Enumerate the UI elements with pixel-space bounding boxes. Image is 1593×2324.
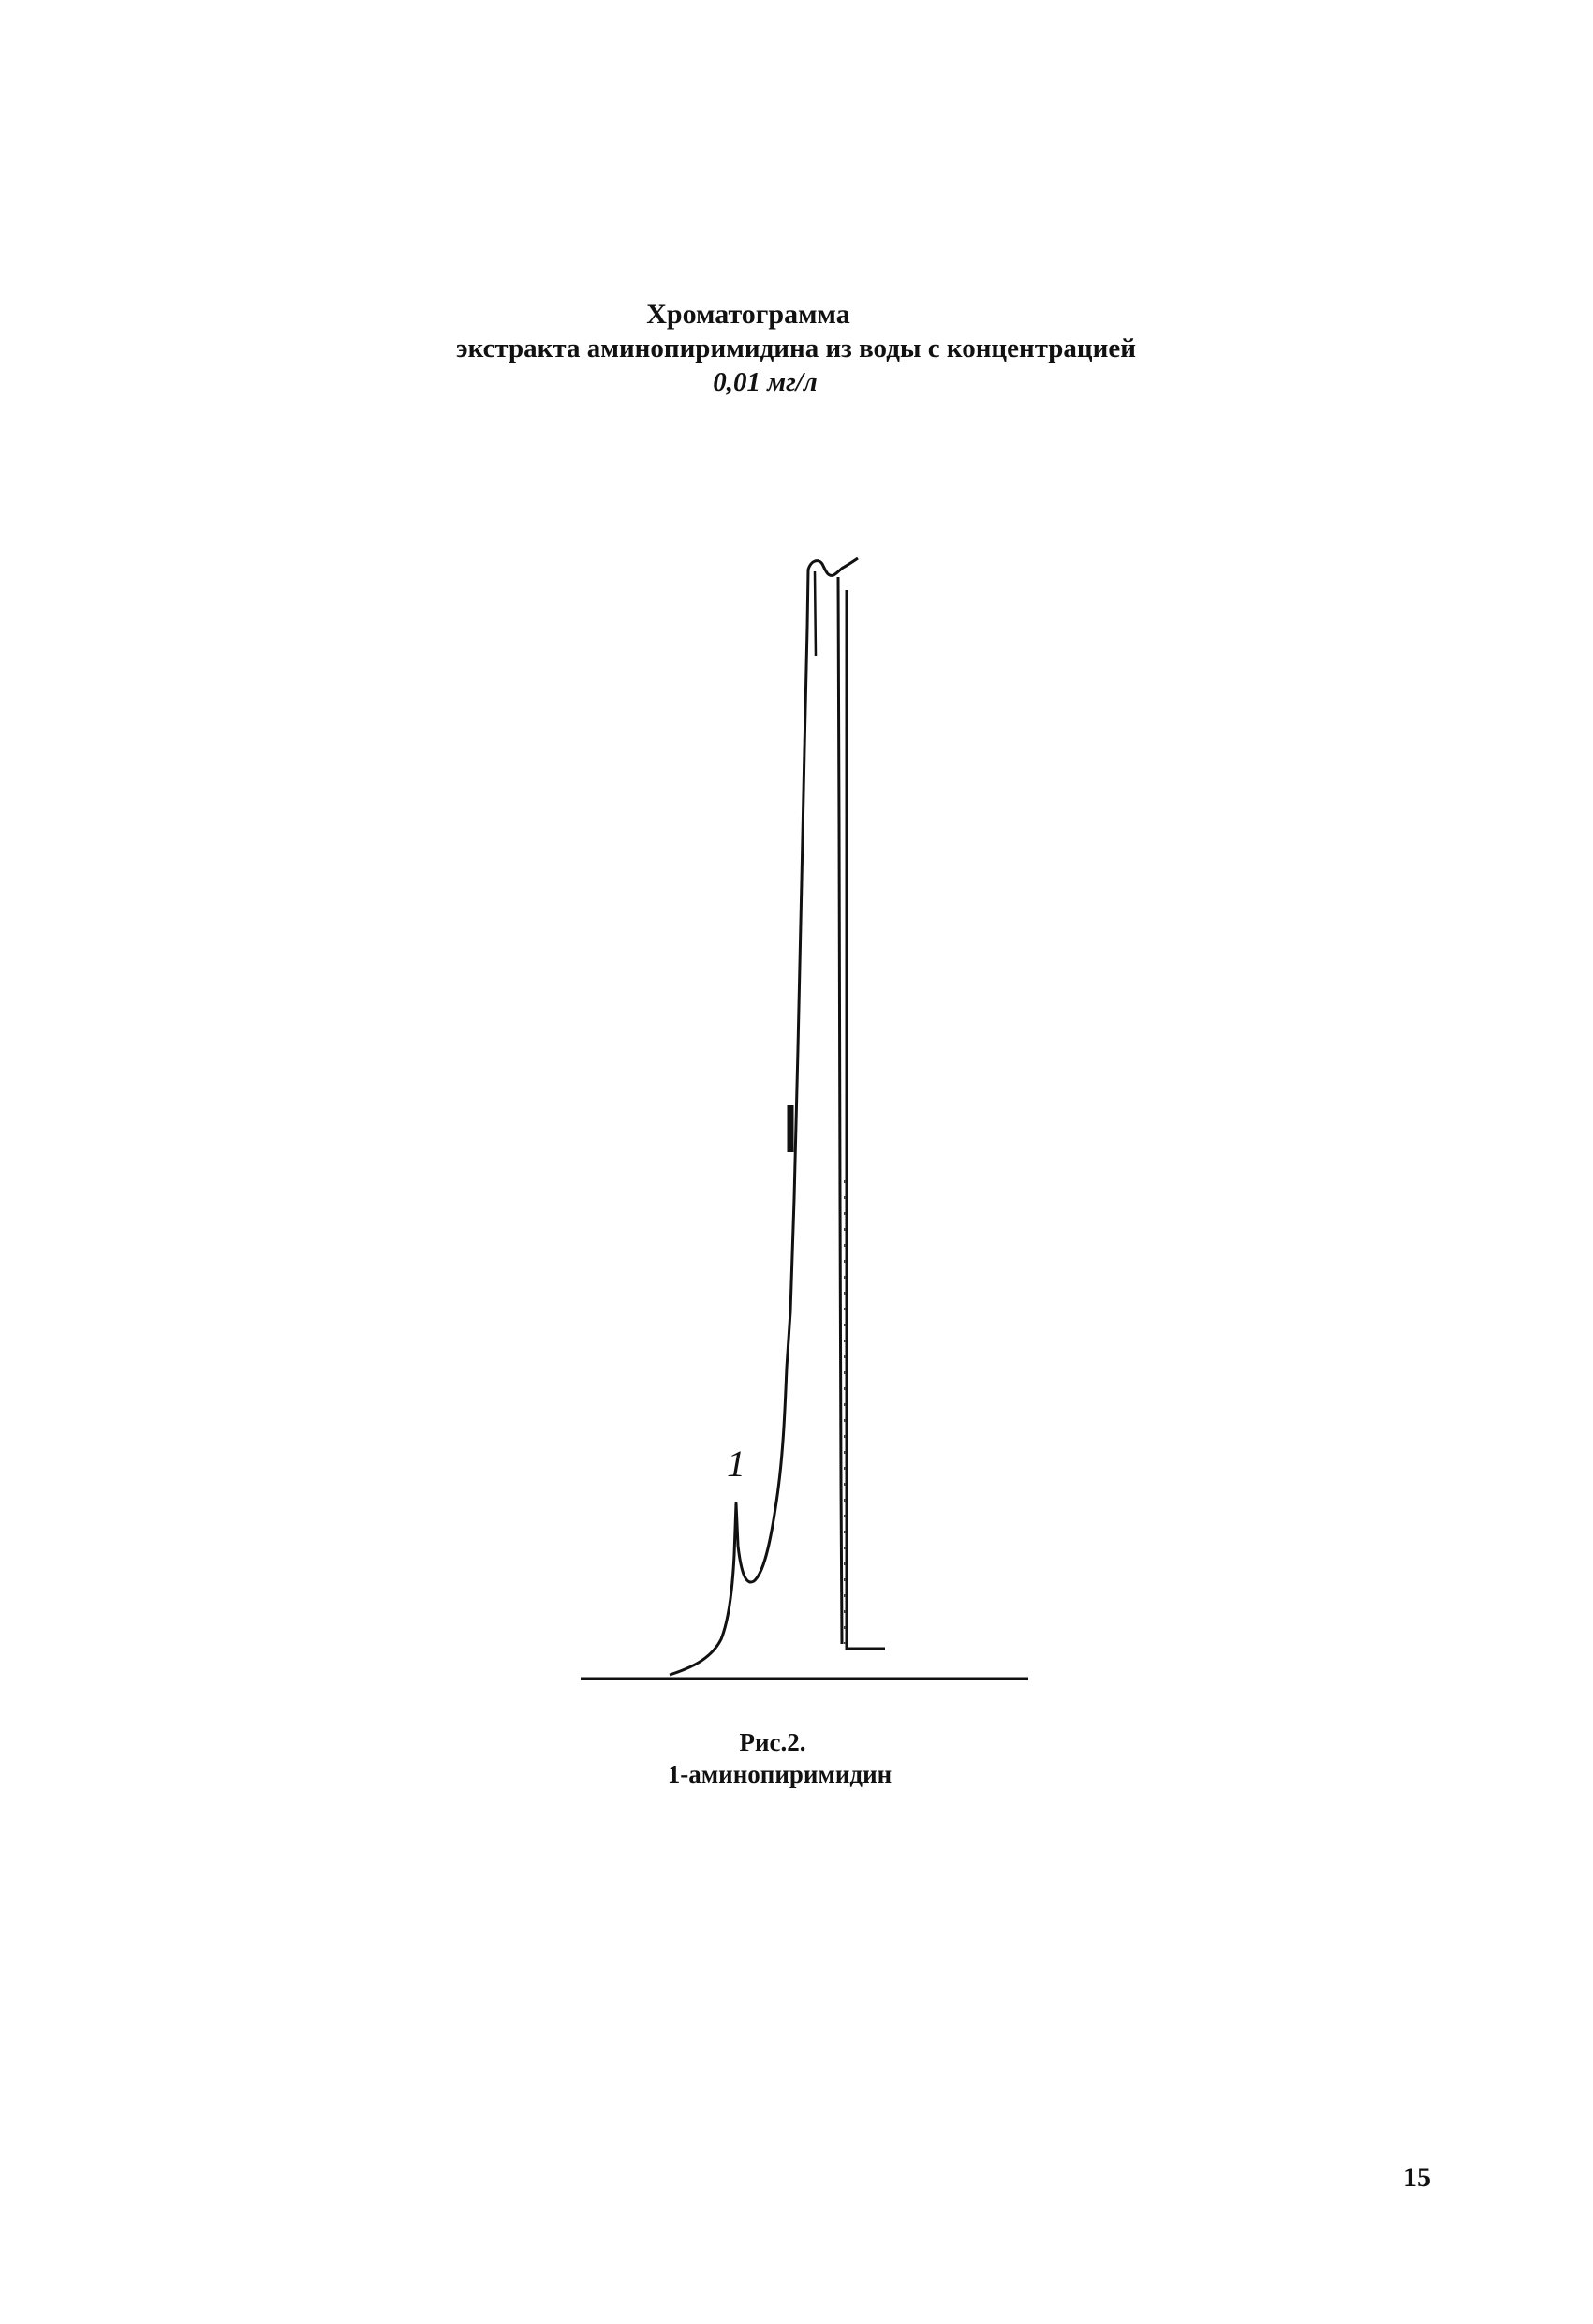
chromatogram-title: Хроматограмма bbox=[646, 299, 850, 330]
title-block bbox=[356, 298, 1236, 399]
figure-number: Рис.2. bbox=[739, 1728, 806, 1756]
concentration-label: 0,01 мг/л bbox=[713, 367, 818, 397]
page-number: 15 bbox=[1403, 2162, 1431, 2193]
chromatogram-subtitle: экстракта аминопиримидина из воды с концентрацией bbox=[456, 333, 1136, 363]
figure-caption bbox=[524, 1726, 1068, 1790]
peak-legend: 1-аминопиримидин bbox=[667, 1760, 892, 1788]
peak-label: 1 bbox=[727, 1443, 745, 1485]
chromatogram-peak-inner-edge bbox=[815, 571, 816, 656]
chromatogram-tail bbox=[847, 590, 885, 1649]
chromatogram-trace bbox=[562, 543, 1049, 1705]
chromatogram-signal bbox=[670, 558, 858, 1675]
chromatogram-peak-right-edge bbox=[838, 577, 842, 1644]
